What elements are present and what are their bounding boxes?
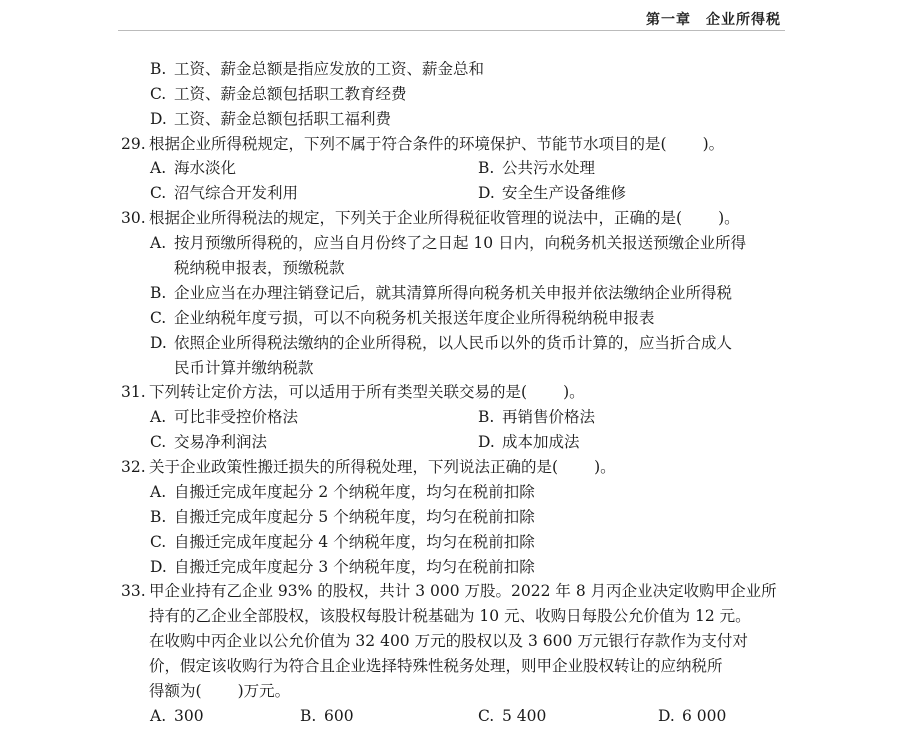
q32-option-a: A. 自搬迁完成年度起分 2 个纳税年度，均匀在税前扣除: [150, 483, 535, 501]
q29-option-d: D. 安全生产设备维修: [478, 184, 627, 202]
q33-option-d: D. 6 000: [658, 707, 727, 725]
q31-stem: 31. 下列转让定价方法，可以适用于所有类型关联交易的是( )。: [121, 383, 585, 401]
q33-option-b: B. 600: [300, 707, 354, 725]
q31-option-a: A. 可比非受控价格法: [150, 408, 299, 426]
q33-option-a: A. 300: [150, 707, 204, 725]
q33-stem-line-1: 33. 甲企业持有乙企业 93% 的股权，共计 3 000 万股。2022 年 8 月丙企业决定收购甲企业所: [121, 582, 777, 600]
q28-option-b: B. 工资、薪金总额是指应发放的工资、薪金总和: [150, 60, 485, 78]
q32-option-c: C. 自搬迁完成年度起分 4 个纳税年度，均匀在税前扣除: [150, 533, 535, 551]
q31-option-d: D. 成本加成法: [478, 433, 580, 451]
q31-option-c: C. 交易净利润法: [150, 433, 268, 451]
header-divider: [118, 30, 785, 31]
q28-option-c: C. 工资、薪金总额包括职工教育经费: [150, 85, 407, 103]
q31-option-b: B. 再销售价格法: [478, 408, 596, 426]
q32-stem: 32. 关于企业政策性搬迁损失的所得税处理，下列说法正确的是( )。: [121, 458, 616, 476]
q33-stem-line-5: 得额为( )万元。: [149, 682, 291, 700]
q29-stem: 29. 根据企业所得税规定，下列不属于符合条件的环境保护、节能节水项目的是( )。: [121, 135, 725, 153]
q33-stem-line-2: 持有的乙企业全部股权，该股权每股计税基础为 10 元、收购日每股公允价值为 12 元。: [149, 607, 751, 625]
q33-stem-line-4: 价，假定该收购行为符合且企业选择特殊性税务处理，则甲企业股权转让的应纳税所: [149, 657, 723, 675]
q29-option-b: B. 公共污水处理: [478, 159, 596, 177]
q28-option-d: D. 工资、薪金总额包括职工福利费: [150, 110, 392, 128]
q32-option-d: D. 自搬迁完成年度起分 3 个纳税年度，均匀在税前扣除: [150, 558, 535, 576]
q30-option-c: C. 企业纳税年度亏损，可以不向税务机关报送年度企业所得税纳税申报表: [150, 309, 655, 327]
q32-option-b: B. 自搬迁完成年度起分 5 个纳税年度，均匀在税前扣除: [150, 508, 535, 526]
q30-option-a: A. 按月预缴所得税的，应当自月份终了之日起 10 日内，向税务机关报送预缴企业所得: [150, 234, 747, 252]
q30-option-d-cont: 民币计算并缴纳税款: [174, 359, 314, 377]
q30-option-d: D. 依照企业所得税法缴纳的企业所得税，以人民币以外的货币计算的，应当折合成人: [150, 334, 733, 352]
q29-option-a: A. 海水淡化: [150, 159, 237, 177]
chapter-header: 第一章 企业所得税: [646, 12, 781, 28]
q30-option-a-cont: 税纳税申报表，预缴税款: [174, 259, 345, 277]
q33-stem-line-3: 在收购中丙企业以公允价值为 32 400 万元的股权以及 3 600 万元银行存款作为支付对: [149, 632, 748, 650]
q33-option-c: C. 5 400: [478, 707, 547, 725]
q29-option-c: C. 沼气综合开发利用: [150, 184, 299, 202]
q30-option-b: B. 企业应当在办理注销登记后，就其清算所得向税务机关申报并依法缴纳企业所得税: [150, 284, 733, 302]
q30-stem: 30. 根据企业所得税法的规定，下列关于企业所得税征收管理的说法中，正确的是( )。: [121, 209, 740, 227]
